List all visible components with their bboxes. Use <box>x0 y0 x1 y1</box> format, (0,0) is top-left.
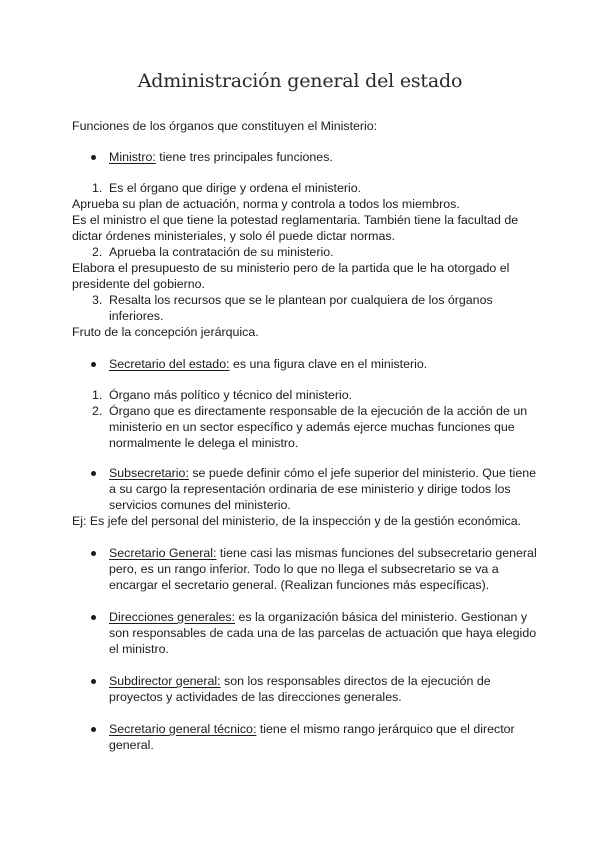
bullet-icon <box>91 155 96 160</box>
direcciones-term: Direcciones generales: <box>109 610 236 624</box>
direcciones-heading <box>109 609 527 625</box>
secretario-general-desc: tiene casi las mismas funciones del subsecretario general <box>216 546 537 560</box>
note-line: Elabora el presupuesto de su ministerio pero de la partida que le ha otorgado el <box>72 261 510 275</box>
bullet-icon <box>91 471 96 476</box>
list-number: 1. <box>92 388 103 402</box>
secretario-estado-heading <box>109 356 427 372</box>
note-line: Aprueba su plan de actuación, norma y controla a todos los miembros. <box>72 197 460 211</box>
body-line: el ministro. <box>109 642 169 656</box>
body-line: son responsables de cada una de las parcelas de actuación que haya elegido <box>109 626 537 640</box>
sgt-heading <box>109 721 515 737</box>
note-line: presidente del gobierno. <box>72 277 205 291</box>
ministro-term: Ministro: <box>109 150 156 164</box>
body-line: proyectos y actividades de las direcciones generales. <box>109 690 402 704</box>
secretario-general-heading <box>109 545 537 561</box>
bullet-icon <box>91 727 96 732</box>
bullet-icon <box>91 362 96 367</box>
bullet-icon <box>91 679 96 684</box>
note-line: dictar órdenes ministeriales, y solo él puede dictar normas. <box>72 229 395 243</box>
document-title: Administración general del estado <box>137 70 463 92</box>
body-line: pero, es un rango inferior. Todo lo que no llega el subsecretario se va a <box>109 562 499 576</box>
list-item: Resalta los recursos que se le plantean por cualquiera de los órganos <box>109 293 493 307</box>
sgt-desc: tiene el mismo rango jerárquico que el director <box>256 722 515 736</box>
body-line: servicios comunes del ministerio. <box>109 498 291 512</box>
body-line: a su cargo la representación ordinaria de ese ministerio y dirige todos los <box>109 482 511 496</box>
secretario-estado-desc: es una figura clave en el ministerio. <box>229 357 428 371</box>
note-line: Fruto de la concepción jerárquica. <box>72 325 259 339</box>
bullet-icon <box>91 615 96 620</box>
list-item: inferiores. <box>109 309 164 323</box>
list-item: Aprueba la contratación de su ministerio. <box>109 245 334 259</box>
list-number: 3. <box>92 293 103 307</box>
ministro-desc: tiene tres principales funciones. <box>155 150 333 164</box>
note-line: Es el ministro el que tiene la potestad reglamentaria. También tiene la facultad de <box>72 213 519 227</box>
list-item: ministerio en un sector específico y además ejerce muchas funciones que <box>109 420 515 434</box>
secretario-estado-term: Secretario del estado: <box>109 357 230 371</box>
subdirector-desc: son los responsables directos de la ejecución de <box>220 674 491 688</box>
example-line: Ej: Es jefe del personal del ministerio, de la inspección y de la gestión económica. <box>72 514 522 528</box>
direcciones-desc: es la organización básica del ministerio. Gestionan y <box>235 610 528 624</box>
sgt-term: Secretario general técnico: <box>109 722 257 736</box>
subdirector-heading <box>109 673 491 689</box>
subsecretario-term: Subsecretario: <box>109 466 189 480</box>
subsecretario-desc: se puede definir cómo el jefe superior del ministerio. Que tiene <box>188 466 537 480</box>
bullet-icon <box>91 551 96 556</box>
body-line: encargar el secretario general. (Realizan funciones más específicas). <box>109 578 490 592</box>
list-item: normalmente le delega el ministro. <box>109 436 299 450</box>
list-number: 1. <box>92 181 103 195</box>
list-item: Órgano más político y técnico del ministerio. <box>109 388 353 402</box>
list-number: 2. <box>92 404 103 418</box>
ministro-heading <box>109 149 333 165</box>
subsecretario-heading <box>109 465 536 481</box>
intro-text: Funciones de los órganos que constituyen el Ministerio: <box>72 119 378 133</box>
list-item: Órgano que es directamente responsable de la ejecución de la acción de un <box>109 404 528 418</box>
list-item: Es el órgano que dirige y ordena el ministerio. <box>109 181 362 195</box>
list-number: 2. <box>92 245 103 259</box>
body-line: general. <box>109 738 154 752</box>
subdirector-term: Subdirector general: <box>109 674 221 688</box>
secretario-general-term: Secretario General: <box>109 546 217 560</box>
